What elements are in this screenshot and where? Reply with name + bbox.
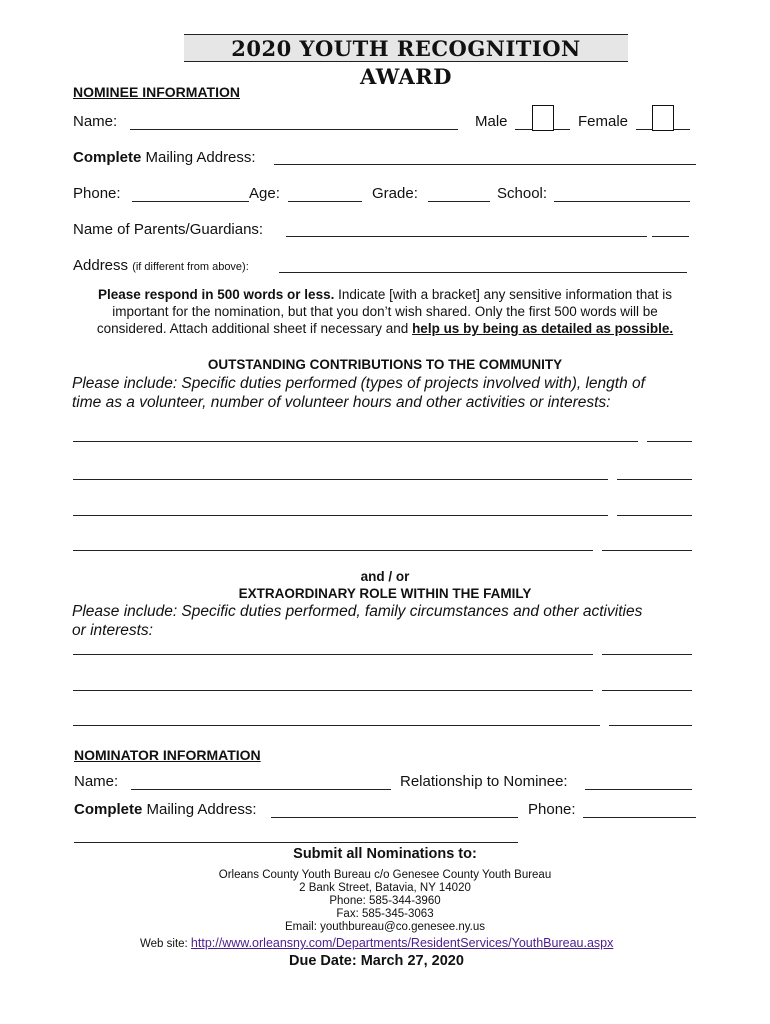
complete-emphasis-nominator: Complete [74,801,143,818]
nominee-mailing-address-field[interactable] [274,164,696,165]
instructions-line-1 [0,286,770,303]
nominee-mailing-address-label [73,149,256,166]
nominator-section-heading: NOMINATOR INFORMATION [74,747,261,763]
nominee-age-field[interactable] [288,201,362,202]
parents-field[interactable] [286,236,647,237]
community-answer-line-1-end[interactable] [647,441,692,442]
nominator-phone-field[interactable] [583,817,696,818]
nominee-school-field[interactable] [554,201,690,202]
submit-phone: Phone: 585-344-3960 [329,895,441,907]
family-answer-line-3[interactable] [73,725,600,726]
nominee-school-label: School: [497,185,548,202]
community-answer-line-4[interactable] [73,550,593,551]
nominator-name-field[interactable] [131,789,391,790]
website-link[interactable]: http://www.orleansny.com/Departments/ResidentServices/YouthBureau.aspx [190,936,614,950]
community-answer-line-3[interactable] [73,515,608,516]
detail-emphasis: help us by being as detailed as possible. [412,321,674,336]
nominee-grade-label: Grade: [372,185,418,202]
nominator-address-line-2[interactable] [74,842,518,843]
complete-emphasis: Complete [73,149,142,166]
relationship-field[interactable] [585,789,692,790]
submit-org: Orleans County Youth Bureau c/o Genesee County Youth Bureau [218,869,552,881]
due-date: Due Date: March 27, 2020 [289,953,464,969]
page-title: 2020 YOUTH RECOGNITION AWARD [184,34,628,62]
community-answer-line-1[interactable] [73,441,638,442]
nominee-phone-field[interactable] [132,201,249,202]
family-answer-line-1[interactable] [73,654,593,655]
submit-fax: Fax: 585-345-3063 [336,908,434,920]
nominator-mailing-address-field[interactable] [271,817,518,818]
female-label: Female [578,113,629,130]
alt-address-label [73,257,249,274]
family-prompt-line-2: or interests: [72,622,153,639]
male-label: Male [475,113,508,130]
nominee-age-label: Age: [249,185,280,202]
instructions-block [0,286,770,337]
nominee-section-heading: NOMINEE INFORMATION [73,84,240,100]
nominator-mailing-text: Mailing Address: [146,801,257,818]
submit-street: 2 Bank Street, Batavia, NY 14020 [299,882,471,894]
nominator-name-label: Name: [74,773,119,790]
community-section-heading: OUTSTANDING CONTRIBUTIONS TO THE COMMUNITY [207,357,563,372]
instructions-line-2: important for the nomination, but that you don’t wish shared. Only the first 500 words will be [112,304,658,319]
nominee-name-field[interactable] [130,129,458,130]
community-answer-line-3-end[interactable] [617,515,692,516]
submit-email: Email: youthbureau@co.genesee.ny.us [284,921,486,933]
family-prompt-line-1: Please include: Specific duties performed, family circumstances and other activities [72,603,643,620]
alt-address-text: Address [73,257,129,274]
alt-address-note: (if different from above): [132,261,249,273]
community-answer-line-2[interactable] [73,479,608,480]
family-answer-line-1-end[interactable] [602,654,692,655]
nominee-grade-field[interactable] [428,201,490,202]
community-prompt-line-1: Please include: Specific duties performed (types of projects involved with), length of [72,375,645,392]
female-checkbox[interactable] [652,105,674,131]
parents-field-extra[interactable] [652,236,689,237]
family-answer-line-2-end[interactable] [602,690,692,691]
and-or-connector: and / or [360,569,410,584]
word-limit-emphasis: Please respond in 500 words or less. [97,287,335,302]
mailing-address-text: Mailing Address: [145,149,256,166]
instructions-text-1: Indicate [with a bracket] any sensitive information that is [334,287,673,302]
website-line [140,936,613,950]
nominator-mailing-address-label [74,801,257,818]
community-answer-line-2-end[interactable] [617,479,692,480]
nominee-name-label: Name: [73,113,118,130]
relationship-label: Relationship to Nominee: [400,773,568,790]
submit-heading: Submit all Nominations to: [293,846,477,862]
submit-address-block [0,869,770,934]
family-answer-line-2[interactable] [73,690,593,691]
nominee-phone-label: Phone: [73,185,121,202]
community-prompt-line-2: time as a volunteer, number of volunteer hours and other activities or interests: [72,394,611,411]
community-answer-line-4-end[interactable] [602,550,692,551]
alt-address-field[interactable] [279,272,687,273]
nominator-phone-label: Phone: [528,801,576,818]
instructions-text-3: considered. Attach additional sheet if necessary and [96,321,413,336]
family-answer-line-3-end[interactable] [609,725,692,726]
male-checkbox[interactable] [532,105,554,131]
instructions-line-3 [0,320,770,337]
website-label: Web site: [140,938,191,950]
family-section-heading: EXTRAORDINARY ROLE WITHIN THE FAMILY [238,586,532,601]
parents-label: Name of Parents/Guardians: [73,221,264,238]
